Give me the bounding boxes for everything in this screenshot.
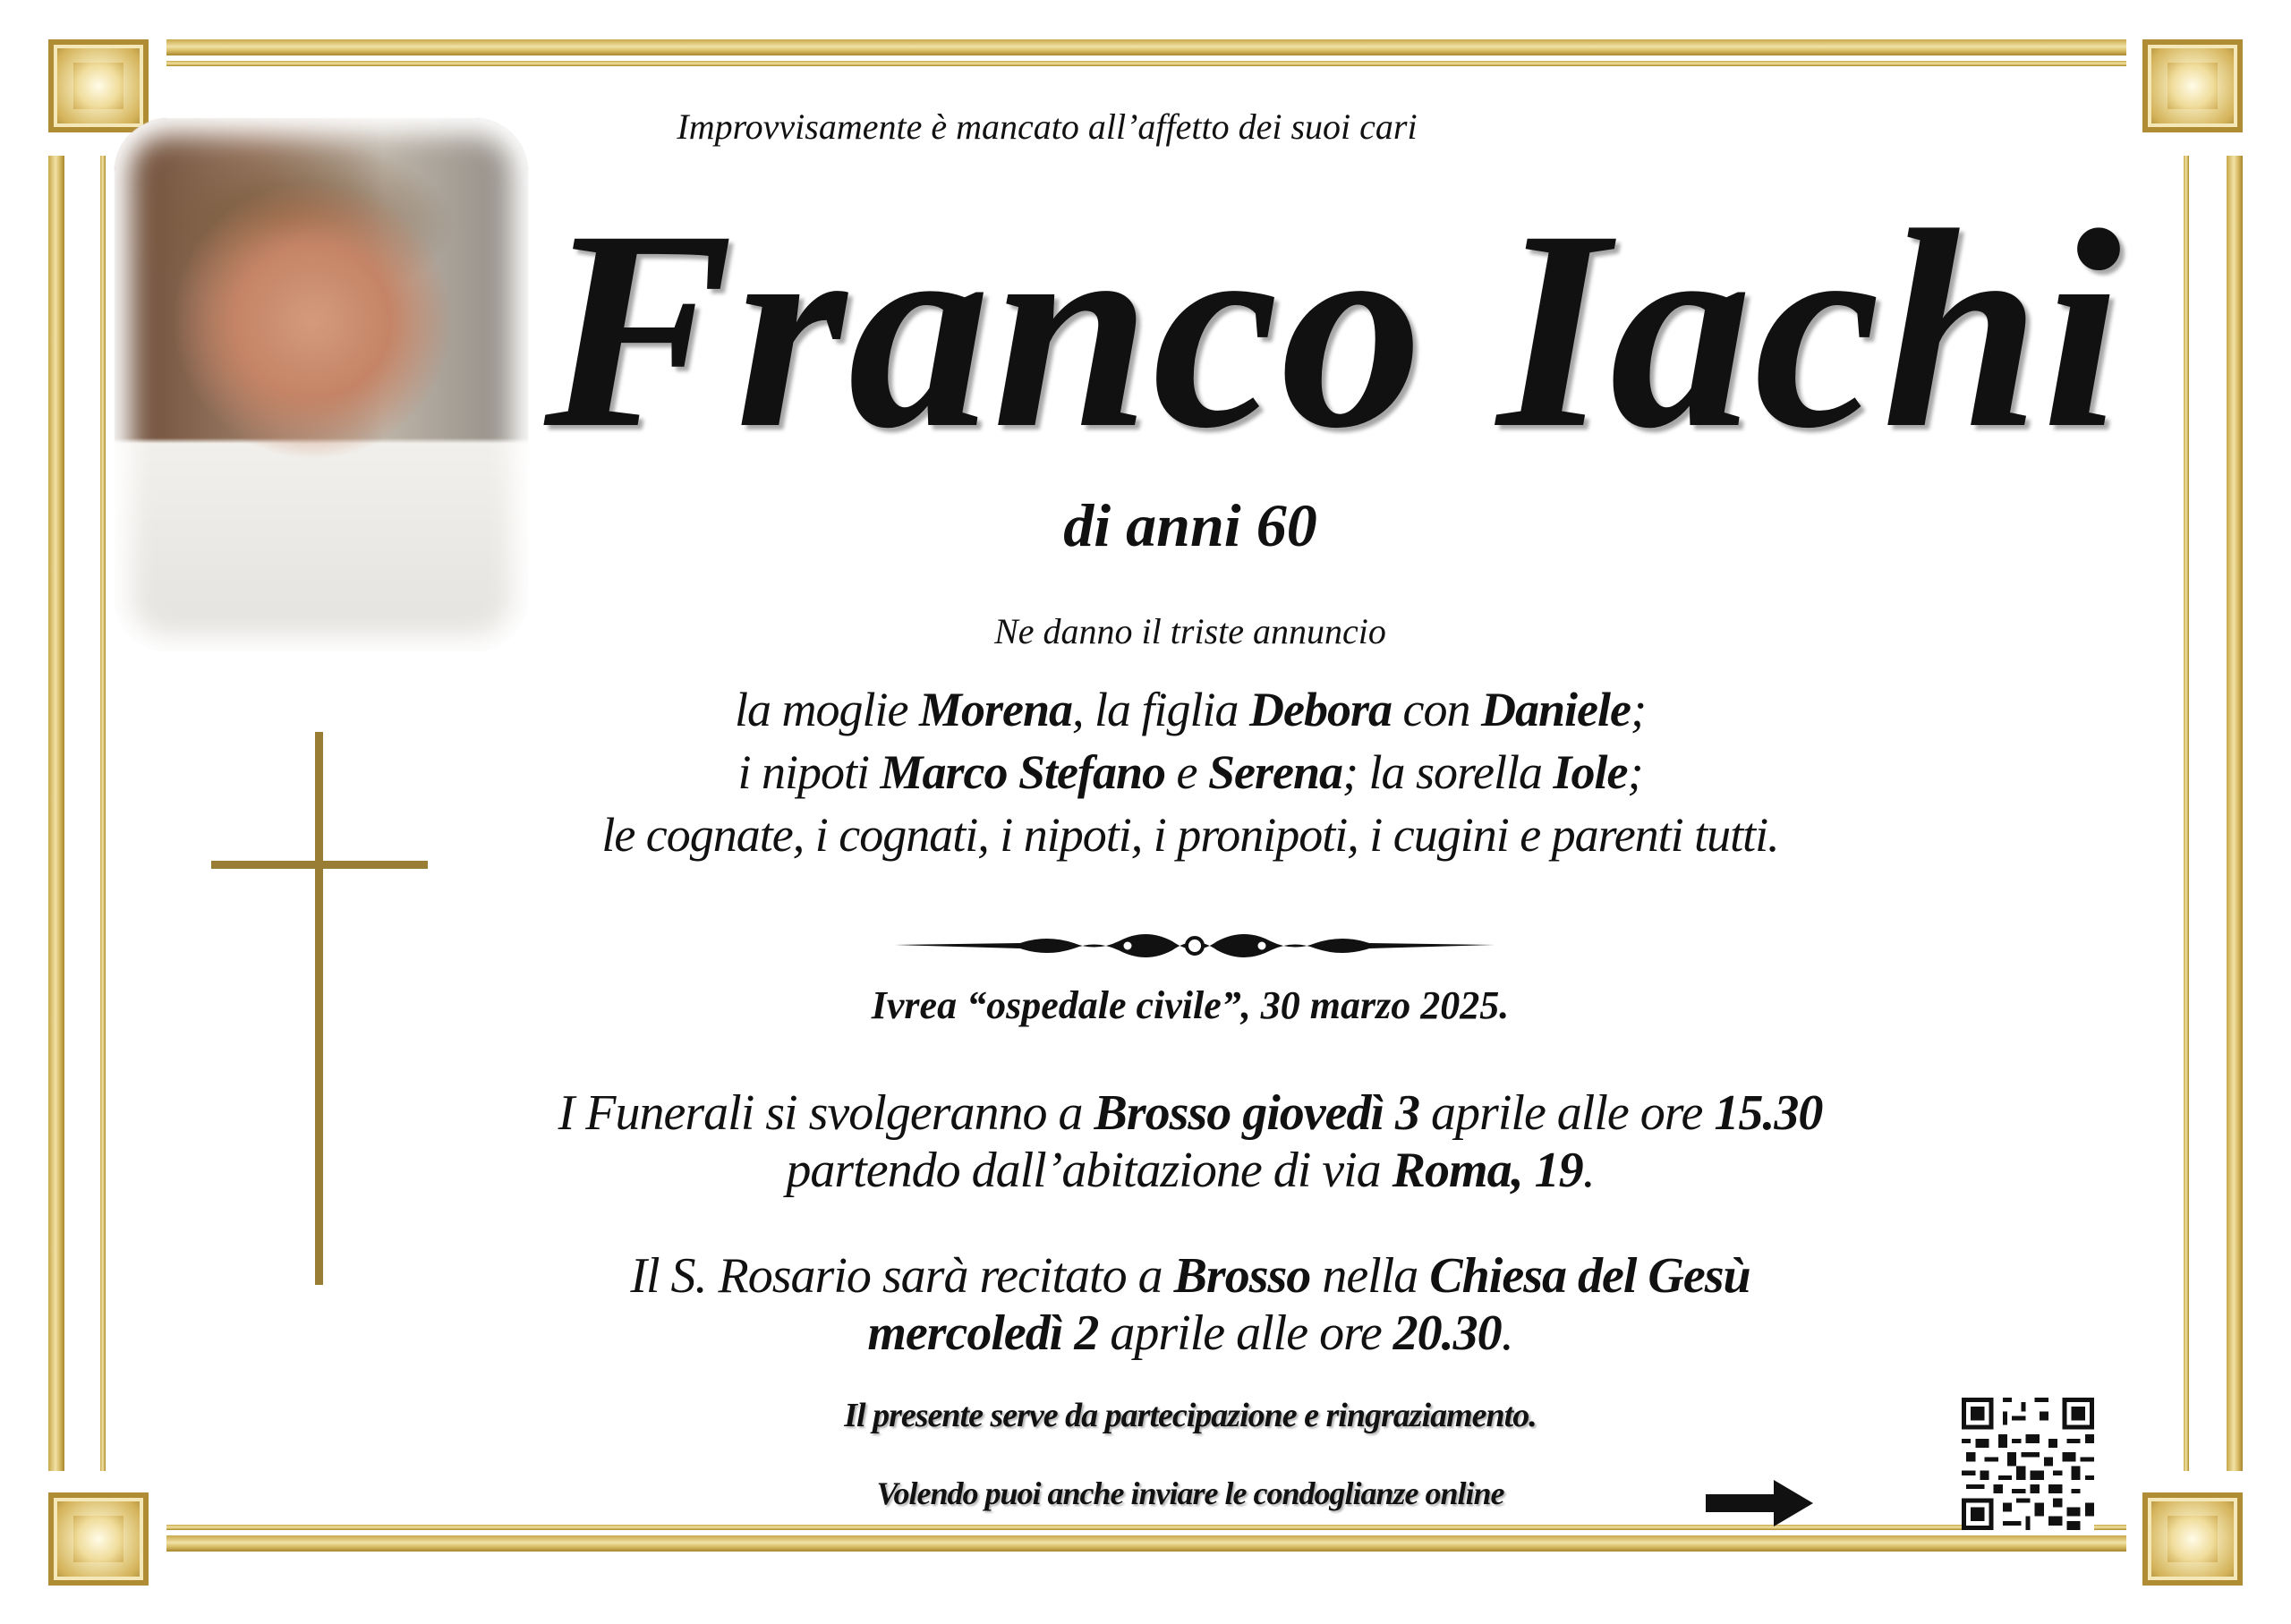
family-text: ; la sorella [1342, 745, 1554, 799]
place-date: Ivrea “ospedale civile”, 30 marzo 2025. [871, 983, 1510, 1027]
rosary-block [447, 1247, 1933, 1362]
frame-right-bar [2227, 156, 2243, 1471]
funeral-text: partendo dall’abitazione di via [786, 1143, 1392, 1198]
family-text: i nipoti [737, 745, 881, 799]
ornament-divider-icon [895, 922, 1495, 972]
rosary-line-1 [447, 1247, 1933, 1305]
rosary-time: 20.30 [1392, 1305, 1502, 1361]
frame-top-bar [166, 39, 2126, 55]
rosary-line-2 [447, 1305, 1933, 1362]
online-condolences-link[interactable]: Volendo puoi anche inviare le condoglianze online [876, 1475, 1504, 1511]
rosary-church: Chiesa del Gesù [1429, 1248, 1750, 1304]
deceased-age: di anni 60 [1063, 491, 1317, 559]
funeral-text: aprile alle ore [1419, 1085, 1715, 1141]
deceased-photo [115, 118, 528, 651]
funeral-block [447, 1084, 1933, 1199]
arrow-right-icon [1706, 1478, 1813, 1528]
intro-text: Improvvisamente è mancato all’affetto dei suoi cari [677, 106, 1418, 147]
announce-text: Ne danno il triste annuncio [994, 611, 1386, 651]
rosary-text: . [1501, 1305, 1513, 1361]
family-name: Iole [1553, 745, 1628, 799]
funeral-address: Roma, 19 [1392, 1143, 1583, 1198]
family-text: ; [1630, 683, 1646, 736]
frame-bottom-bar-thin [166, 1525, 2126, 1530]
rosary-place: Brosso [1173, 1248, 1311, 1304]
family-block [501, 678, 1879, 866]
family-name: Daniele [1481, 683, 1631, 736]
family-text: ; [1627, 745, 1643, 799]
family-name: Serena [1208, 745, 1343, 799]
family-text: la moglie [735, 683, 919, 736]
rosary-text: aprile alle ore [1098, 1305, 1393, 1361]
frame-left-bar-thin [100, 156, 106, 1471]
family-text: con [1392, 683, 1481, 736]
funeral-line-2 [447, 1142, 1933, 1199]
family-line-2 [501, 741, 1879, 803]
funeral-text: I Funerali si svolgeranno a [558, 1085, 1094, 1141]
funeral-line-1 [447, 1084, 1933, 1142]
rosary-day: mercoledì 2 [867, 1305, 1099, 1361]
funeral-place-day: Brosso giovedì 3 [1094, 1085, 1420, 1141]
participation-note: Il presente serve da partecipazione e ringraziamento. [844, 1397, 1537, 1434]
frame-corner-bottom-right [2142, 1492, 2243, 1586]
family-name: Debora [1249, 683, 1392, 736]
deceased-name: Franco Iachi [543, 172, 2124, 487]
family-text: , la figlia [1072, 683, 1250, 736]
frame-corner-top-right [2142, 39, 2243, 132]
rosary-text: nella [1310, 1248, 1430, 1304]
family-text: e [1165, 745, 1208, 799]
family-name: Morena [919, 683, 1073, 736]
frame-left-bar [48, 156, 64, 1471]
frame-right-bar-thin [2184, 156, 2189, 1471]
frame-corner-bottom-left [48, 1492, 149, 1586]
rosary-text: Il S. Rosario sarà recitato a [630, 1248, 1174, 1304]
family-line-1 [501, 678, 1879, 741]
funeral-time: 15.30 [1714, 1085, 1823, 1141]
frame-corner-top-left [48, 39, 149, 132]
family-name: Marco Stefano [880, 745, 1166, 799]
family-line-3: le cognate, i cognati, i nipoti, i pronipoti, i cugini e parenti tutti. [601, 808, 1779, 862]
frame-bottom-bar [166, 1535, 2126, 1552]
qr-code-icon[interactable] [1962, 1398, 2094, 1530]
funeral-text: . [1582, 1143, 1595, 1198]
frame-top-bar-thin [166, 61, 2126, 66]
